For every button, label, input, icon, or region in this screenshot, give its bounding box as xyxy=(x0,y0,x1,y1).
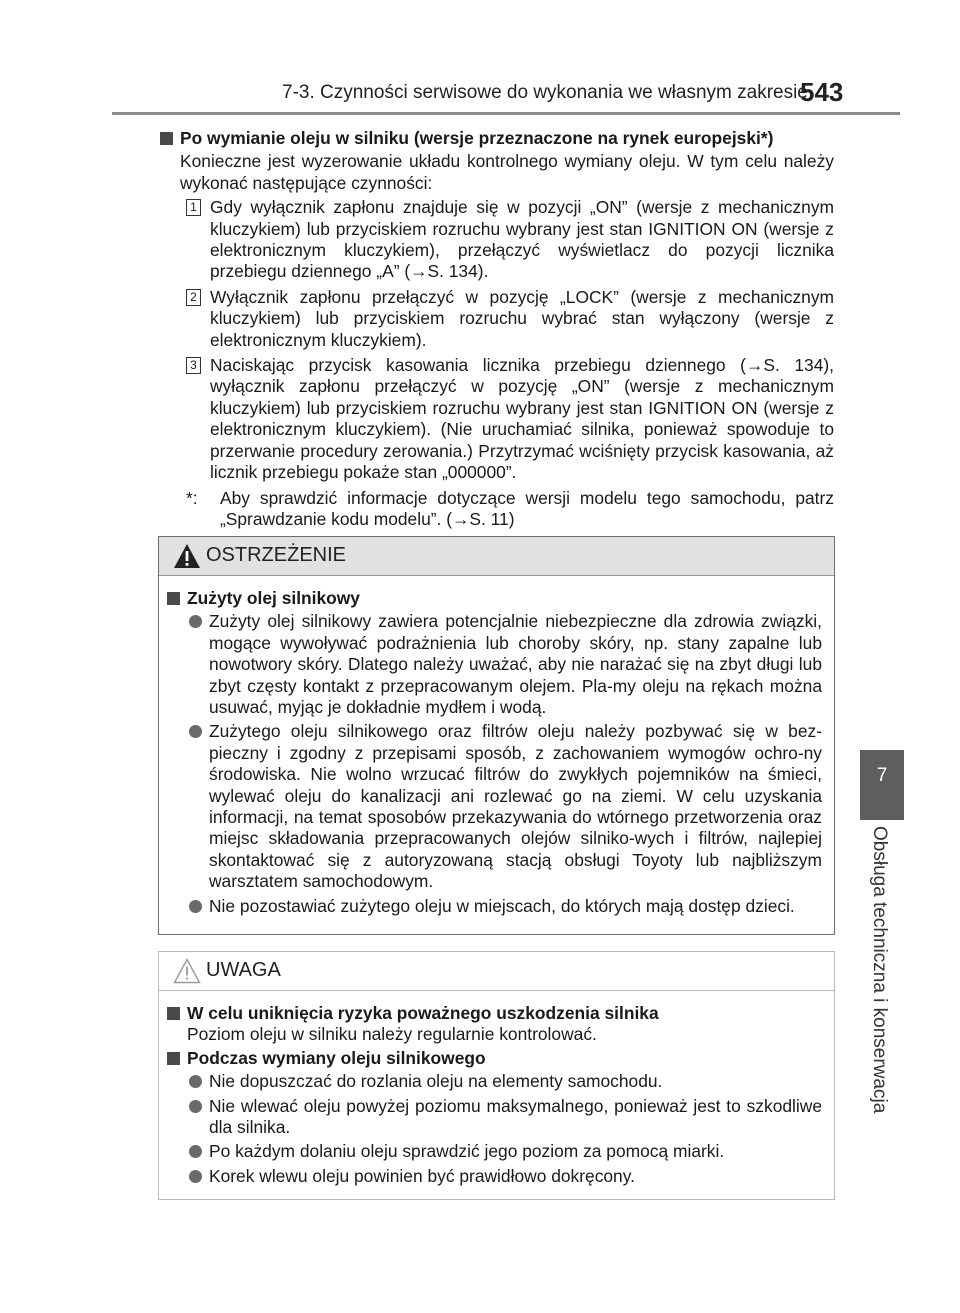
square-bullet-icon xyxy=(167,592,180,605)
bullet-dot-icon xyxy=(189,1100,202,1113)
chapter-label-text: Obsługa techniczna i konserwacja xyxy=(869,826,890,1114)
square-bullet-icon xyxy=(167,1052,180,1065)
section-heading-text: Po wymianie oleju w silniku (wersje przeznaczone na rynek europejski*) xyxy=(180,128,774,148)
header-title: 7-3. Czynności serwisowe do wykonania we własnym zakresie xyxy=(282,82,808,103)
page-header xyxy=(0,0,960,112)
page-number: 543 xyxy=(800,77,844,107)
caution-body xyxy=(159,991,834,1187)
step-number: 3 xyxy=(186,357,201,374)
step-item xyxy=(186,355,834,483)
step-number: 1 xyxy=(186,199,201,216)
chapter-label xyxy=(860,826,904,1126)
caution-title: UWAGA xyxy=(206,959,281,981)
caution-box xyxy=(158,951,835,1200)
step-number: 2 xyxy=(186,289,201,306)
step-item xyxy=(186,287,834,351)
step-item xyxy=(186,197,834,283)
bullet-text: Zużyty olej silnikowy zawiera potencjalnie niebezpieczne dla zdrowia związki, mogące wywoływać podrażnienia lub choroby skóry, np. stany zapalne lub nowotwory skóry. Dlatego należy uważać, aby nie narażać się na zbyt długi lub zbyt częsty kontakt z przepracowanym olejem. Pla-my oleju na rękach można usuwać, myjąc je dokładnie mydłem i wodą. xyxy=(209,611,822,718)
list-item xyxy=(189,611,822,718)
footnote-text: Aby sprawdzić informacje dotyczące wersji modelu tego samochodu, patrz „Sprawdzanie kodu modelu”. (→S. 11) xyxy=(220,487,834,529)
caution-heading-1 xyxy=(167,1003,822,1024)
square-bullet-icon xyxy=(160,132,173,145)
main-content xyxy=(160,128,834,530)
square-bullet-icon xyxy=(167,1007,180,1020)
list-item xyxy=(189,1071,822,1092)
list-item xyxy=(189,1166,822,1187)
warning-bullets xyxy=(189,611,822,917)
bullet-text: Po każdym dolaniu oleju sprawdzić jego poziom za pomocą miarki. xyxy=(209,1141,725,1162)
bullet-dot-icon xyxy=(189,725,202,738)
caution-triangle-icon xyxy=(173,958,201,984)
warning-heading-text: Zużyty olej silnikowy xyxy=(187,588,360,608)
warning-title: OSTRZEŻENIE xyxy=(206,544,347,566)
caution-heading-2 xyxy=(167,1048,822,1069)
caution-heading-text: W celu uniknięcia ryzyka poważnego uszkodzenia silnika xyxy=(187,1003,659,1023)
steps-list xyxy=(186,197,834,483)
footnote-mark: *: xyxy=(186,487,198,508)
warning-heading xyxy=(167,588,822,609)
list-item xyxy=(189,721,822,892)
section-heading xyxy=(160,128,834,149)
warning-header xyxy=(159,537,834,576)
bullet-dot-icon xyxy=(189,900,202,913)
chapter-tab: 7 xyxy=(860,750,904,820)
warning-triangle-icon xyxy=(173,543,201,569)
bullet-text: Korek wlewu oleju powinien być prawidłowo dokręcony. xyxy=(209,1165,635,1186)
warning-box xyxy=(158,536,835,935)
caution-heading-text: Podczas wymiany oleju silnikowego xyxy=(187,1047,486,1068)
header-rule xyxy=(112,112,900,115)
step-text: Gdy wyłącznik zapłonu znajduje się w pozycji „ON” (wersje z mechanicznym kluczykiem) lub przyciskiem rozruchu wybrany jest stan IGNITION ON (wersje z elektronicznym kluczykiem), przełączyć wyświetlacz do pozycji licznika przebiegu dziennego „A” (→S. 134). xyxy=(210,197,834,282)
caution-header xyxy=(159,952,834,991)
bullet-text: Nie wlewać oleju powyżej poziomu maksymalnego, ponieważ jest to szkodliwe dla silnika. xyxy=(209,1095,822,1138)
list-item xyxy=(189,1096,822,1139)
bullet-text: Nie dopuszczać do rozlania oleju na elementy samochodu. xyxy=(209,1071,663,1092)
footnote xyxy=(172,488,834,531)
bullet-text: Nie pozostawiać zużytego oleju w miejscach, do których mają dostęp dzieci. xyxy=(209,895,795,916)
list-item xyxy=(189,896,822,917)
caution-bullets xyxy=(189,1071,822,1187)
list-item xyxy=(189,1141,822,1162)
bullet-dot-icon xyxy=(189,615,202,628)
bullet-dot-icon xyxy=(189,1145,202,1158)
bullet-dot-icon xyxy=(189,1170,202,1183)
step-text: Wyłącznik zapłonu przełączyć w pozycję „LOCK” (wersje z mechanicznym kluczykiem) lub przyciskiem rozruchu wybrać stan wyłączony (wersje z elektronicznym kluczykiem). xyxy=(210,286,834,350)
section-intro: Konieczne jest wyzerowanie układu kontrolnego wymiany oleju. W tym celu należy wykonać następujące czynności: xyxy=(180,151,834,193)
step-text: Naciskając przycisk kasowania licznika przebiegu dziennego (→S. 134), wyłącznik zapłonu przełączyć w pozycję „ON” (wersje z mechanicznym kluczykiem) lub przyciskiem rozruchu wybrany jest stan IGNITION ON (wersje z elektronicznym kluczykiem). (Nie uruchamiać silnika, ponieważ spowoduje to przerwanie procedury zerowania.) Przytrzymać wciśnięty przycisk kasowania, aż licznik przebiegu pokaże stan „000000”. xyxy=(210,355,834,483)
bullet-text: Zużytego oleju silnikowego oraz filtrów oleju należy pozbywać się w bez-pieczny i zgodny z przepisami sposób, z zachowaniem wymogów ochro-ny środowiska. Nie wolno wrzucać filtrów do zwykłych pojemników na śmieci, wylewać oleju do kanalizacji ani rozlewać go na ziemi. W celu uzyskania informacji, na temat sposobów przekazywania do wtórnego przetworzenia oraz miejsc składowania przepracowanych olejów silniko-wych i filtrów, najlepiej skontaktować się z autoryzowaną stacją obsługi Toyoty lub najbliższym warsztatem samochodowym. xyxy=(209,721,822,892)
caution-text: Poziom oleju w silniku należy regularnie kontrolować. xyxy=(187,1024,597,1045)
bullet-dot-icon xyxy=(189,1075,202,1088)
warning-body xyxy=(159,576,834,917)
